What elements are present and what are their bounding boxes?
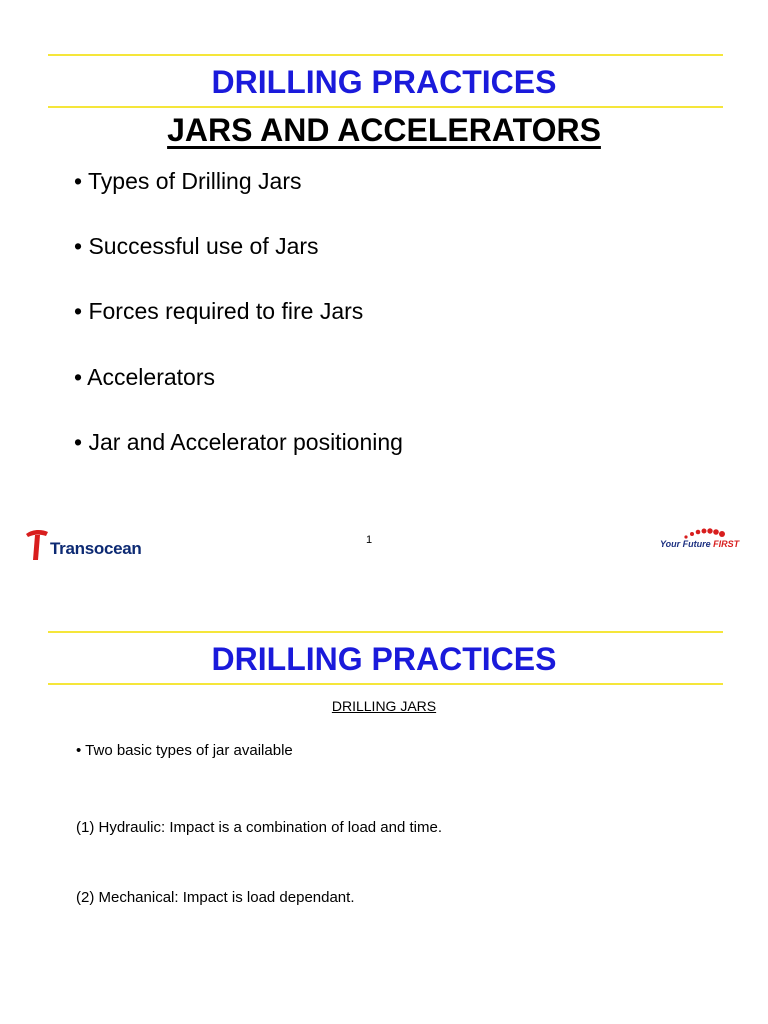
section-heading-text: DRILLING JARS xyxy=(331,698,437,714)
bullet-item: • Successful use of Jars xyxy=(74,233,319,259)
body-line: (1) Hydraulic: Impact is a combination of load and time. xyxy=(76,819,442,836)
subtitle-text: JARS AND ACCELERATORS xyxy=(167,112,601,148)
transocean-wordmark: Transocean xyxy=(50,539,142,558)
dotted-arc-icon xyxy=(656,526,744,540)
top-divider xyxy=(48,631,723,633)
bullet-item: • Types of Drilling Jars xyxy=(74,168,302,194)
slide-1-title: DRILLING PRACTICES xyxy=(211,64,557,100)
bullet-item: • Accelerators xyxy=(74,364,215,390)
section-heading xyxy=(0,697,768,715)
page-number: 1 xyxy=(366,534,373,546)
transocean-logo xyxy=(24,528,158,564)
your-future-first-logo xyxy=(656,526,744,554)
body-line: (2) Mechanical: Impact is load dependant. xyxy=(76,889,355,906)
title-divider xyxy=(48,106,723,108)
slide-1-subtitle xyxy=(0,111,768,149)
bullet-item: • Forces required to fire Jars xyxy=(74,298,364,324)
tagline-emphasis: FIRST xyxy=(713,539,740,549)
top-divider xyxy=(48,54,723,56)
tagline xyxy=(660,539,739,549)
slide-2-title: DRILLING PRACTICES xyxy=(211,641,557,677)
bullet-item: • Jar and Accelerator positioning xyxy=(74,429,403,455)
tagline-prefix: Your Future xyxy=(660,539,714,549)
transocean-t-icon xyxy=(24,528,50,562)
title-divider xyxy=(48,683,723,685)
body-line: • Two basic types of jar available xyxy=(76,742,293,759)
